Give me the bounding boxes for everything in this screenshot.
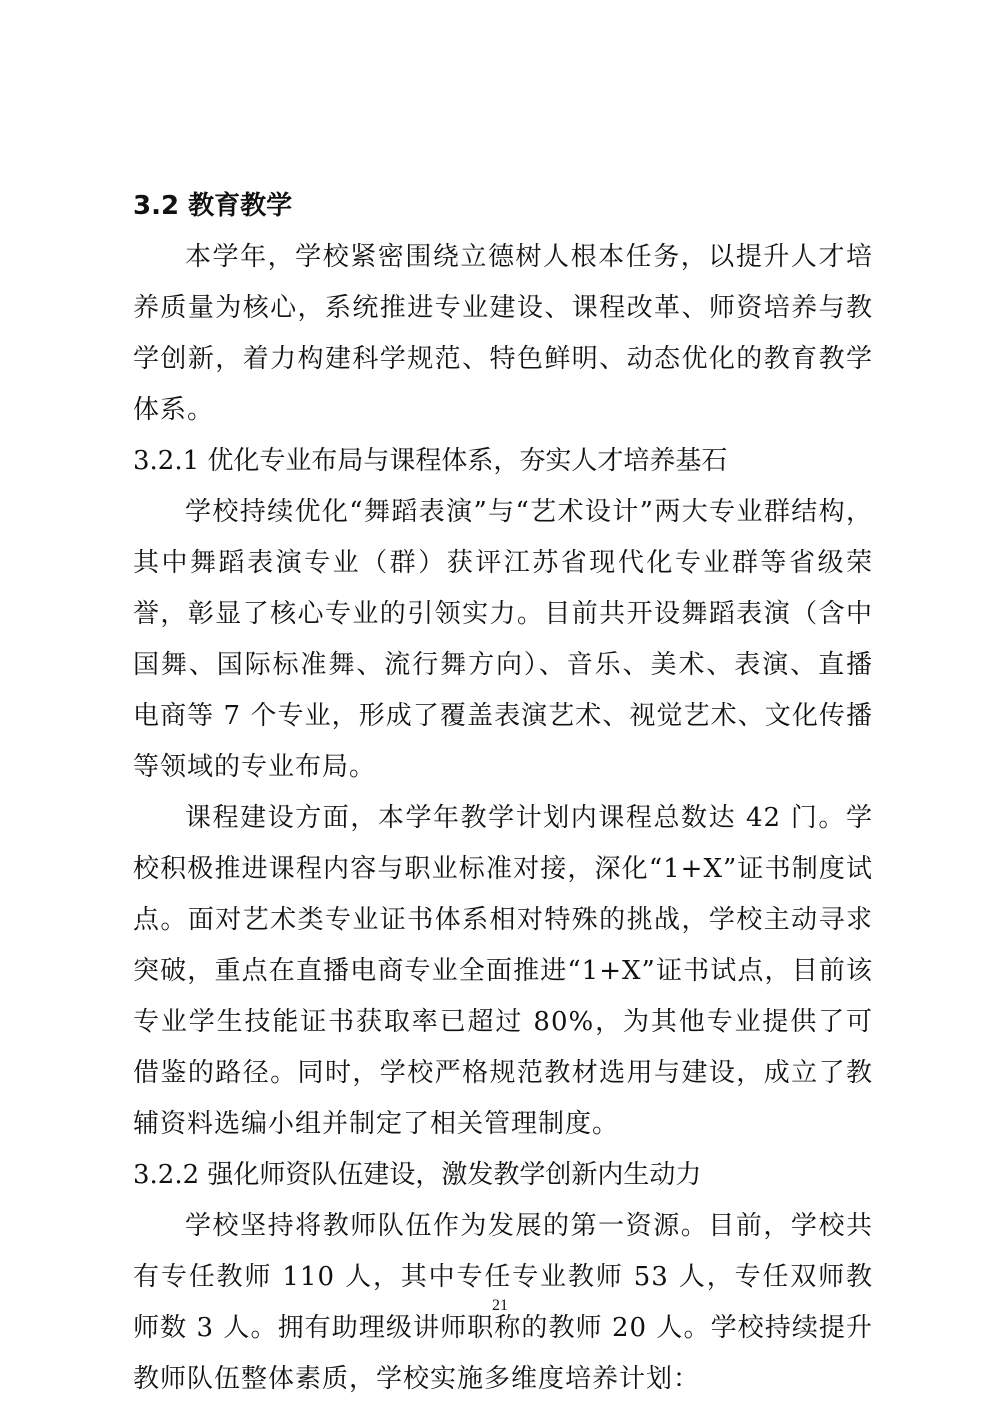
page-content bbox=[133, 180, 873, 1405]
section-heading: 3.2 教育教学 bbox=[133, 191, 293, 221]
paragraph-majors: 学校持续优化“舞蹈表演”与“艺术设计”两大专业群结构，其中舞蹈表演专业（群）获评江苏省现代化专业群等省级荣誉，彰显了核心专业的引领实力。目前共开设舞蹈表演（含中国舞、国际标准舞、流行舞方向）、音乐、美术、表演、直播电商等 7 个专业，形成了覆盖表演艺术、视觉艺术、文化传播等领域的专业布局。 bbox=[133, 497, 873, 782]
paragraph-curriculum: 课程建设方面，本学年教学计划内课程总数达 42 门。学校积极推进课程内容与职业标准对接，深化“1+X”证书制度试点。面对艺术类专业证书体系相对特殊的挑战，学校主动寻求突破，重点在直播电商专业全面推进“1+X”证书试点，目前该专业学生技能证书获取率已超过 80%，为其他专业提供了可借鉴的路径。同时，学校严格规范教材选用与建设，成立了教辅资料选编小组并制定了相关管理制度。 bbox=[133, 803, 873, 1139]
subsection-heading-3-2-2: 3.2.2 强化师资队伍建设，激发教学创新内生动力 bbox=[133, 1160, 702, 1190]
subsection-heading-3-2-1: 3.2.1 优化专业布局与课程体系，夯实人才培养基石 bbox=[133, 446, 728, 476]
paragraph-teachers: 学校坚持将教师队伍作为发展的第一资源。目前，学校共有专任教师 110 人，其中专任专业教师 53 人，专任双师教师数 3 人。拥有助理级讲师职称的教师 20 人。学校持续提升教师队伍整体素质，学校实施多维度培养计划： bbox=[133, 1211, 873, 1394]
section-intro-paragraph: 本学年，学校紧密围绕立德树人根本任务，以提升人才培养质量为核心，系统推进专业建设、课程改革、师资培养与教学创新，着力构建科学规范、特色鲜明、动态优化的教育教学体系。 bbox=[133, 242, 873, 425]
page-number: 21 bbox=[492, 1297, 508, 1314]
